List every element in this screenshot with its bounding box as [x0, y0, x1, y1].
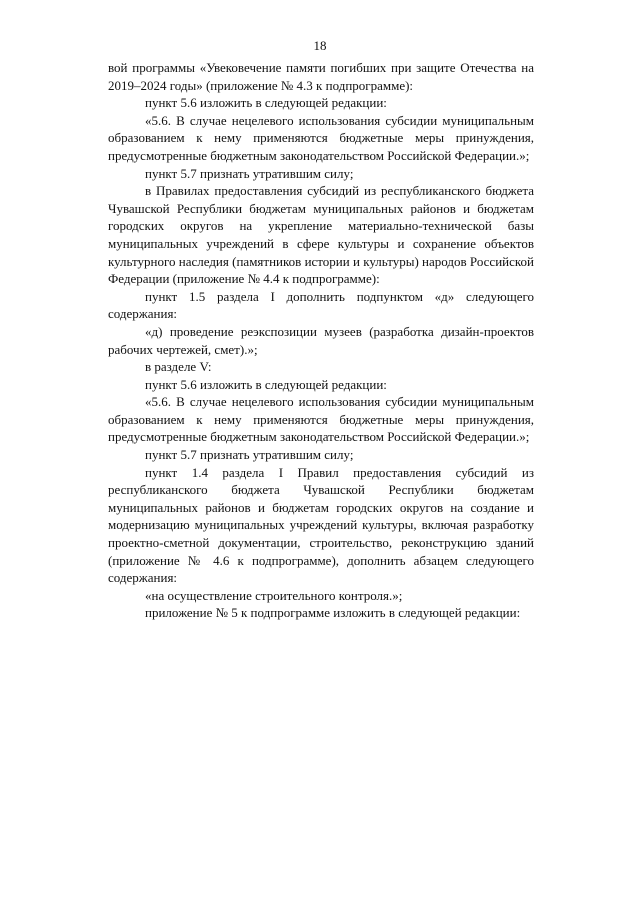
document-body — [108, 59, 534, 622]
paragraph: пункт 5.7 признать утратившим силу; — [145, 165, 354, 181]
paragraph: пункт 1.5 раздела I дополнить подпунктом «д» следующего содержания: — [108, 288, 534, 322]
paragraph: пункт 5.7 признать утратившим силу; — [145, 447, 354, 463]
paragraph: вой программы «Увековечение памяти погибших при защите Отечества на 2019–2024 годы» (приложение № 4.3 к подпрограмме): — [108, 60, 534, 93]
paragraph: пункт 5.6 изложить в следующей редакции: — [145, 376, 387, 392]
paragraph: пункт 5.6 изложить в следующей редакции: — [145, 95, 387, 111]
paragraph: «5.6. В случае нецелевого использования субсидии муниципальным образованием к нему применяются бюджетные меры принуждения, предусмотренные бюджетным законодательством Российской Федерации.»; — [108, 394, 534, 445]
paragraph: «5.6. В случае нецелевого использования субсидии муниципальным образованием к нему применяются бюджетные меры принуждения, предусмотренные бюджетным законодательством Российской Федерации.»; — [108, 112, 534, 163]
paragraph: пункт 1.4 раздела I Правил предоставления субсидий из республиканского бюджета Чувашской Республики бюджетам муниципальных районов и бюджетам городских округов на создание и модернизацию муниципальных учреждений культуры, включая разработку проектно-сметной документации, строительство, реконструкцию зданий (приложение № 4.6 к подпрограмме), дополнить абзацем следующего содержания: — [108, 464, 534, 586]
paragraph: «на осуществление строительного контроля.»; — [145, 587, 403, 603]
paragraph: приложение № 5 к подпрограмме изложить в следующей редакции: — [145, 605, 521, 621]
paragraph: «д) проведение реэкспозиции музеев (разработка дизайн-проектов рабочих чертежей, смет).»; — [108, 323, 534, 357]
paragraph: в разделе V: — [145, 359, 212, 375]
paragraph: в Правилах предоставления субсидий из республиканского бюджета Чувашской Республики бюджетам муниципальных районов и бюджетам городских округов на укрепление материально-технической базы муниципальных учреждений в сфере культуры и сохранение объектов культурного наследия (памятников истории и культуры) народов Российской Федерации (приложение № 4.4 к подпрограмме): — [108, 183, 534, 287]
page-number: 18 — [313, 38, 327, 53]
